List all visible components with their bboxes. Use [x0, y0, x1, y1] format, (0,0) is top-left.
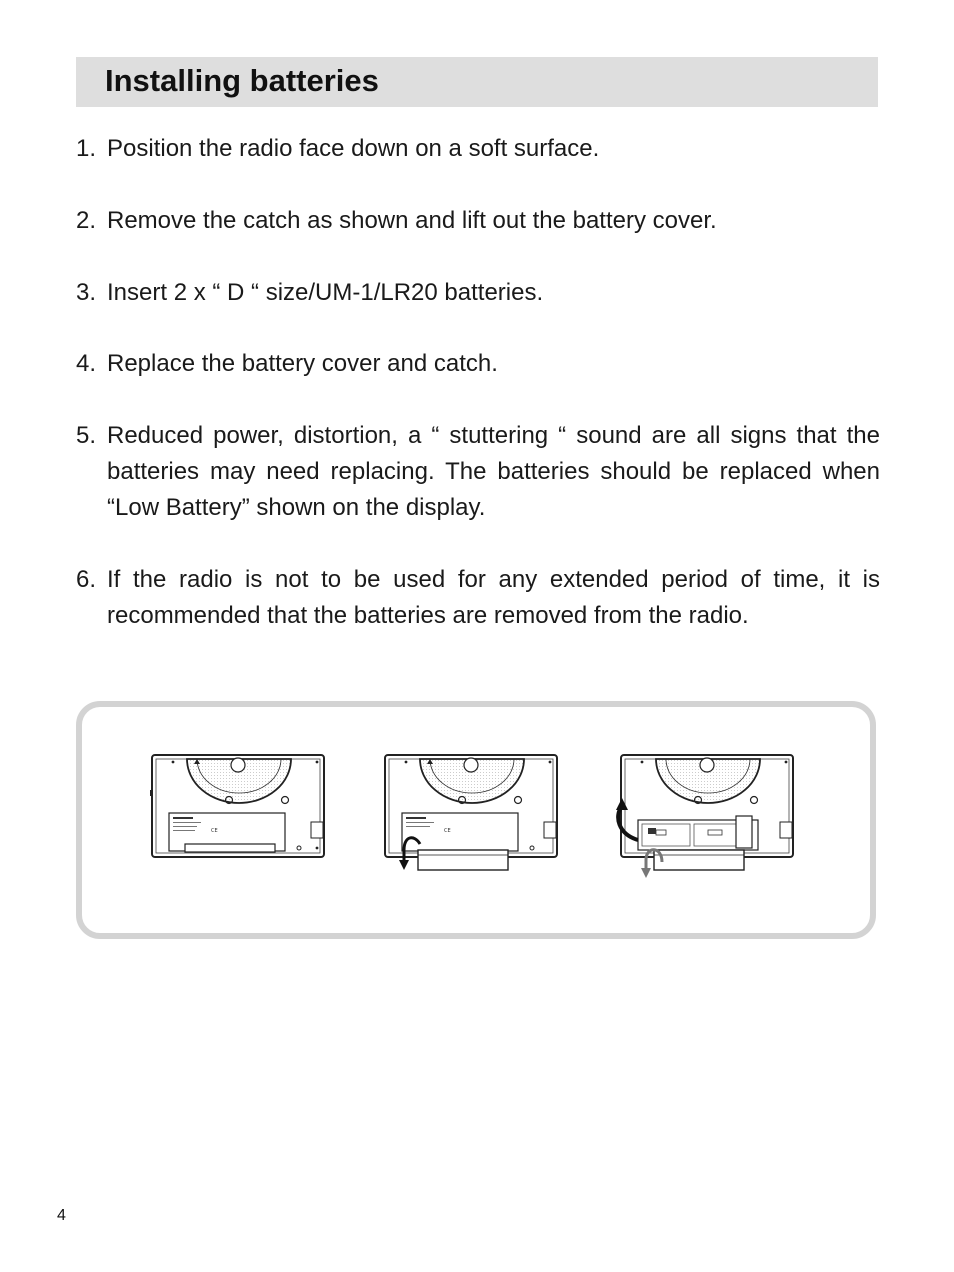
svg-text:CE: CE: [211, 828, 218, 834]
step-number: 3.: [76, 279, 97, 306]
list-item: [76, 275, 880, 311]
step-text: Insert 2 x “ D “ size/UM-1/LR20 batteries.: [107, 279, 544, 306]
list-item: [76, 562, 880, 634]
list-item: [76, 131, 880, 167]
list-item: [76, 418, 880, 526]
list-item: [76, 346, 880, 382]
step-text: Remove the catch as shown and lift out the battery cover.: [107, 207, 717, 234]
list-item: [76, 203, 880, 239]
radio-back-open-arrows-icon: [616, 750, 806, 880]
step-number: 1.: [76, 135, 97, 162]
step-text: Reduced power, distortion, a “ stuttering “ sound are all signs that the batteries may need replacing. The batteries should be replaced when “Low Battery” shown on the display.: [107, 422, 880, 521]
step-text: Position the radio face down on a soft surface.: [107, 135, 600, 162]
step-text: Replace the battery cover and catch.: [107, 350, 498, 377]
step-text: If the radio is not to be used for any extended period of time, it is recommended that the batteries are removed from the radio.: [107, 566, 880, 629]
step-number: 2.: [76, 207, 97, 234]
step-number: 4.: [76, 350, 97, 377]
page-number: 4: [57, 1207, 66, 1224]
section-header: [76, 57, 878, 107]
step-number: 6.: [76, 566, 97, 593]
svg-text:CE: CE: [444, 828, 451, 834]
page-title: Installing batteries: [105, 63, 379, 98]
step-number: 5.: [76, 422, 97, 449]
radio-back-closed-icon: [147, 750, 337, 880]
radio-back-catch-arrow-icon: [380, 750, 570, 880]
